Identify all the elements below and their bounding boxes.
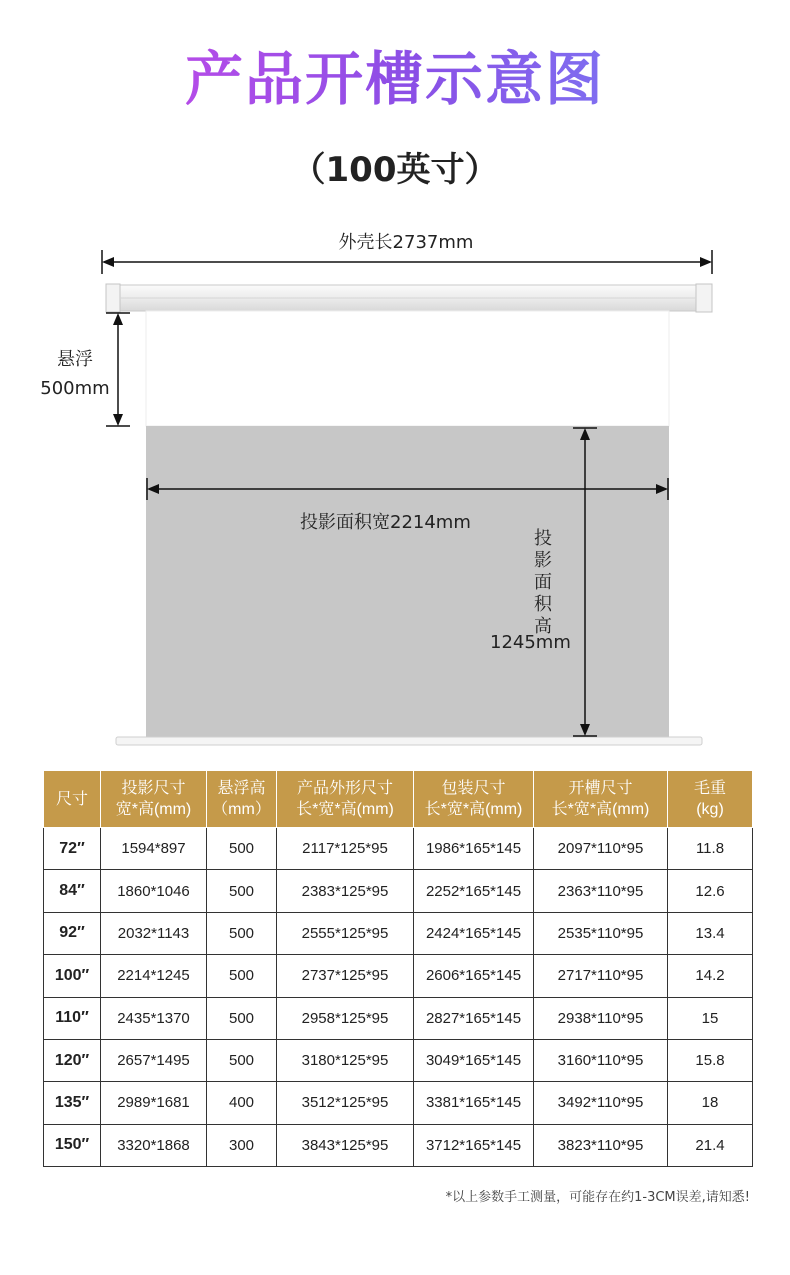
cell-float: 500 <box>207 912 277 954</box>
cell-product: 3843*125*95 <box>277 1124 414 1166</box>
cell-package: 3049*165*145 <box>414 1039 534 1081</box>
page-subtitle: （100英寸） <box>291 150 499 190</box>
cell-slot: 2097*110*95 <box>534 828 668 870</box>
header-size: 尺寸 <box>44 771 101 828</box>
header-projection-size: 投影尺寸 宽*高(mm) <box>101 771 207 828</box>
projection-height-char: 积 <box>534 594 552 615</box>
cell-product: 2383*125*95 <box>277 870 414 912</box>
disclaimer-note: *以上参数手工测量，可能存在约1-3CM误差,请知悉! <box>445 1190 750 1205</box>
projection-height-char: 影 <box>534 550 552 571</box>
float-area <box>146 311 669 426</box>
table-header-row <box>44 771 753 828</box>
header-gross-weight: 毛重 (kg) <box>668 771 753 828</box>
table-row <box>44 955 753 997</box>
cell-projection: 1594*897 <box>101 828 207 870</box>
cell-product: 3512*125*95 <box>277 1082 414 1124</box>
cell-slot: 3492*110*95 <box>534 1082 668 1124</box>
cell-size: 100″ <box>44 955 101 997</box>
cell-weight: 14.2 <box>668 955 753 997</box>
header-slot-size: 开槽尺寸 长*宽*高(mm) <box>534 771 668 828</box>
cell-float: 500 <box>207 828 277 870</box>
cell-package: 3381*165*145 <box>414 1082 534 1124</box>
bottom-bar <box>116 737 702 745</box>
cell-size: 84″ <box>44 870 101 912</box>
float-arrow-bottom <box>113 414 123 426</box>
cell-projection: 2435*1370 <box>101 997 207 1039</box>
table-row <box>44 1039 753 1081</box>
cell-weight: 15 <box>668 997 753 1039</box>
cell-size: 120″ <box>44 1039 101 1081</box>
projection-width-label: 投影面积宽2214mm <box>300 512 471 533</box>
cell-float: 500 <box>207 1039 277 1081</box>
outer-length-arrow-left <box>102 257 114 267</box>
cell-package: 1986*165*145 <box>414 828 534 870</box>
cell-size: 110″ <box>44 997 101 1039</box>
float-label-line2: 500mm <box>40 378 110 399</box>
table-row <box>44 1082 753 1124</box>
header-float-height: 悬浮高 （mm） <box>207 771 277 828</box>
table-row <box>44 828 753 870</box>
cell-projection: 3320*1868 <box>101 1124 207 1166</box>
cell-product: 2958*125*95 <box>277 997 414 1039</box>
float-arrow-top <box>113 313 123 325</box>
cell-projection: 2032*1143 <box>101 912 207 954</box>
cell-package: 2606*165*145 <box>414 955 534 997</box>
cell-slot: 3823*110*95 <box>534 1124 668 1166</box>
cell-projection: 2989*1681 <box>101 1082 207 1124</box>
table-row <box>44 912 753 954</box>
outer-length-arrow-right <box>700 257 712 267</box>
cell-float: 300 <box>207 1124 277 1166</box>
cell-slot: 2717*110*95 <box>534 955 668 997</box>
projection-area <box>146 426 669 740</box>
cell-slot: 2363*110*95 <box>534 870 668 912</box>
cell-product: 2117*125*95 <box>277 828 414 870</box>
float-label <box>30 345 120 403</box>
cell-weight: 21.4 <box>668 1124 753 1166</box>
spec-table <box>43 770 753 1167</box>
cell-float: 500 <box>207 997 277 1039</box>
cell-size: 92″ <box>44 912 101 954</box>
cell-slot: 3160*110*95 <box>534 1039 668 1081</box>
float-label-line1: 悬浮 <box>57 349 93 370</box>
projection-height-label <box>532 528 554 638</box>
cell-package: 3712*165*145 <box>414 1124 534 1166</box>
cell-projection: 2214*1245 <box>101 955 207 997</box>
projection-height-value: 1245mm <box>490 632 571 653</box>
cell-weight: 13.4 <box>668 912 753 954</box>
cell-weight: 15.8 <box>668 1039 753 1081</box>
cell-float: 400 <box>207 1082 277 1124</box>
cell-package: 2424*165*145 <box>414 912 534 954</box>
page-title: 产品开槽示意图 <box>184 45 605 113</box>
housing-end-right <box>696 284 712 312</box>
table-row <box>44 997 753 1039</box>
cell-float: 500 <box>207 955 277 997</box>
cell-weight: 11.8 <box>668 828 753 870</box>
cell-weight: 18 <box>668 1082 753 1124</box>
cell-projection: 1860*1046 <box>101 870 207 912</box>
projection-height-char: 投 <box>534 528 552 549</box>
cell-size: 135″ <box>44 1082 101 1124</box>
cell-projection: 2657*1495 <box>101 1039 207 1081</box>
cell-product: 2737*125*95 <box>277 955 414 997</box>
projection-height-char: 高 <box>534 616 552 637</box>
cell-product: 2555*125*95 <box>277 912 414 954</box>
cell-slot: 2938*110*95 <box>534 997 668 1039</box>
header-product-dimensions: 产品外形尺寸 长*宽*高(mm) <box>277 771 414 828</box>
table-row <box>44 1124 753 1166</box>
housing-end-left <box>106 284 120 312</box>
cell-slot: 2535*110*95 <box>534 912 668 954</box>
projection-height-char: 面 <box>534 572 552 593</box>
cell-product: 3180*125*95 <box>277 1039 414 1081</box>
header-package-size: 包装尺寸 长*宽*高(mm) <box>414 771 534 828</box>
table-row <box>44 870 753 912</box>
cell-size: 72″ <box>44 828 101 870</box>
cell-package: 2827*165*145 <box>414 997 534 1039</box>
cell-float: 500 <box>207 870 277 912</box>
cell-weight: 12.6 <box>668 870 753 912</box>
cell-package: 2252*165*145 <box>414 870 534 912</box>
outer-length-label: 外壳长2737mm <box>338 232 474 253</box>
cell-size: 150″ <box>44 1124 101 1166</box>
